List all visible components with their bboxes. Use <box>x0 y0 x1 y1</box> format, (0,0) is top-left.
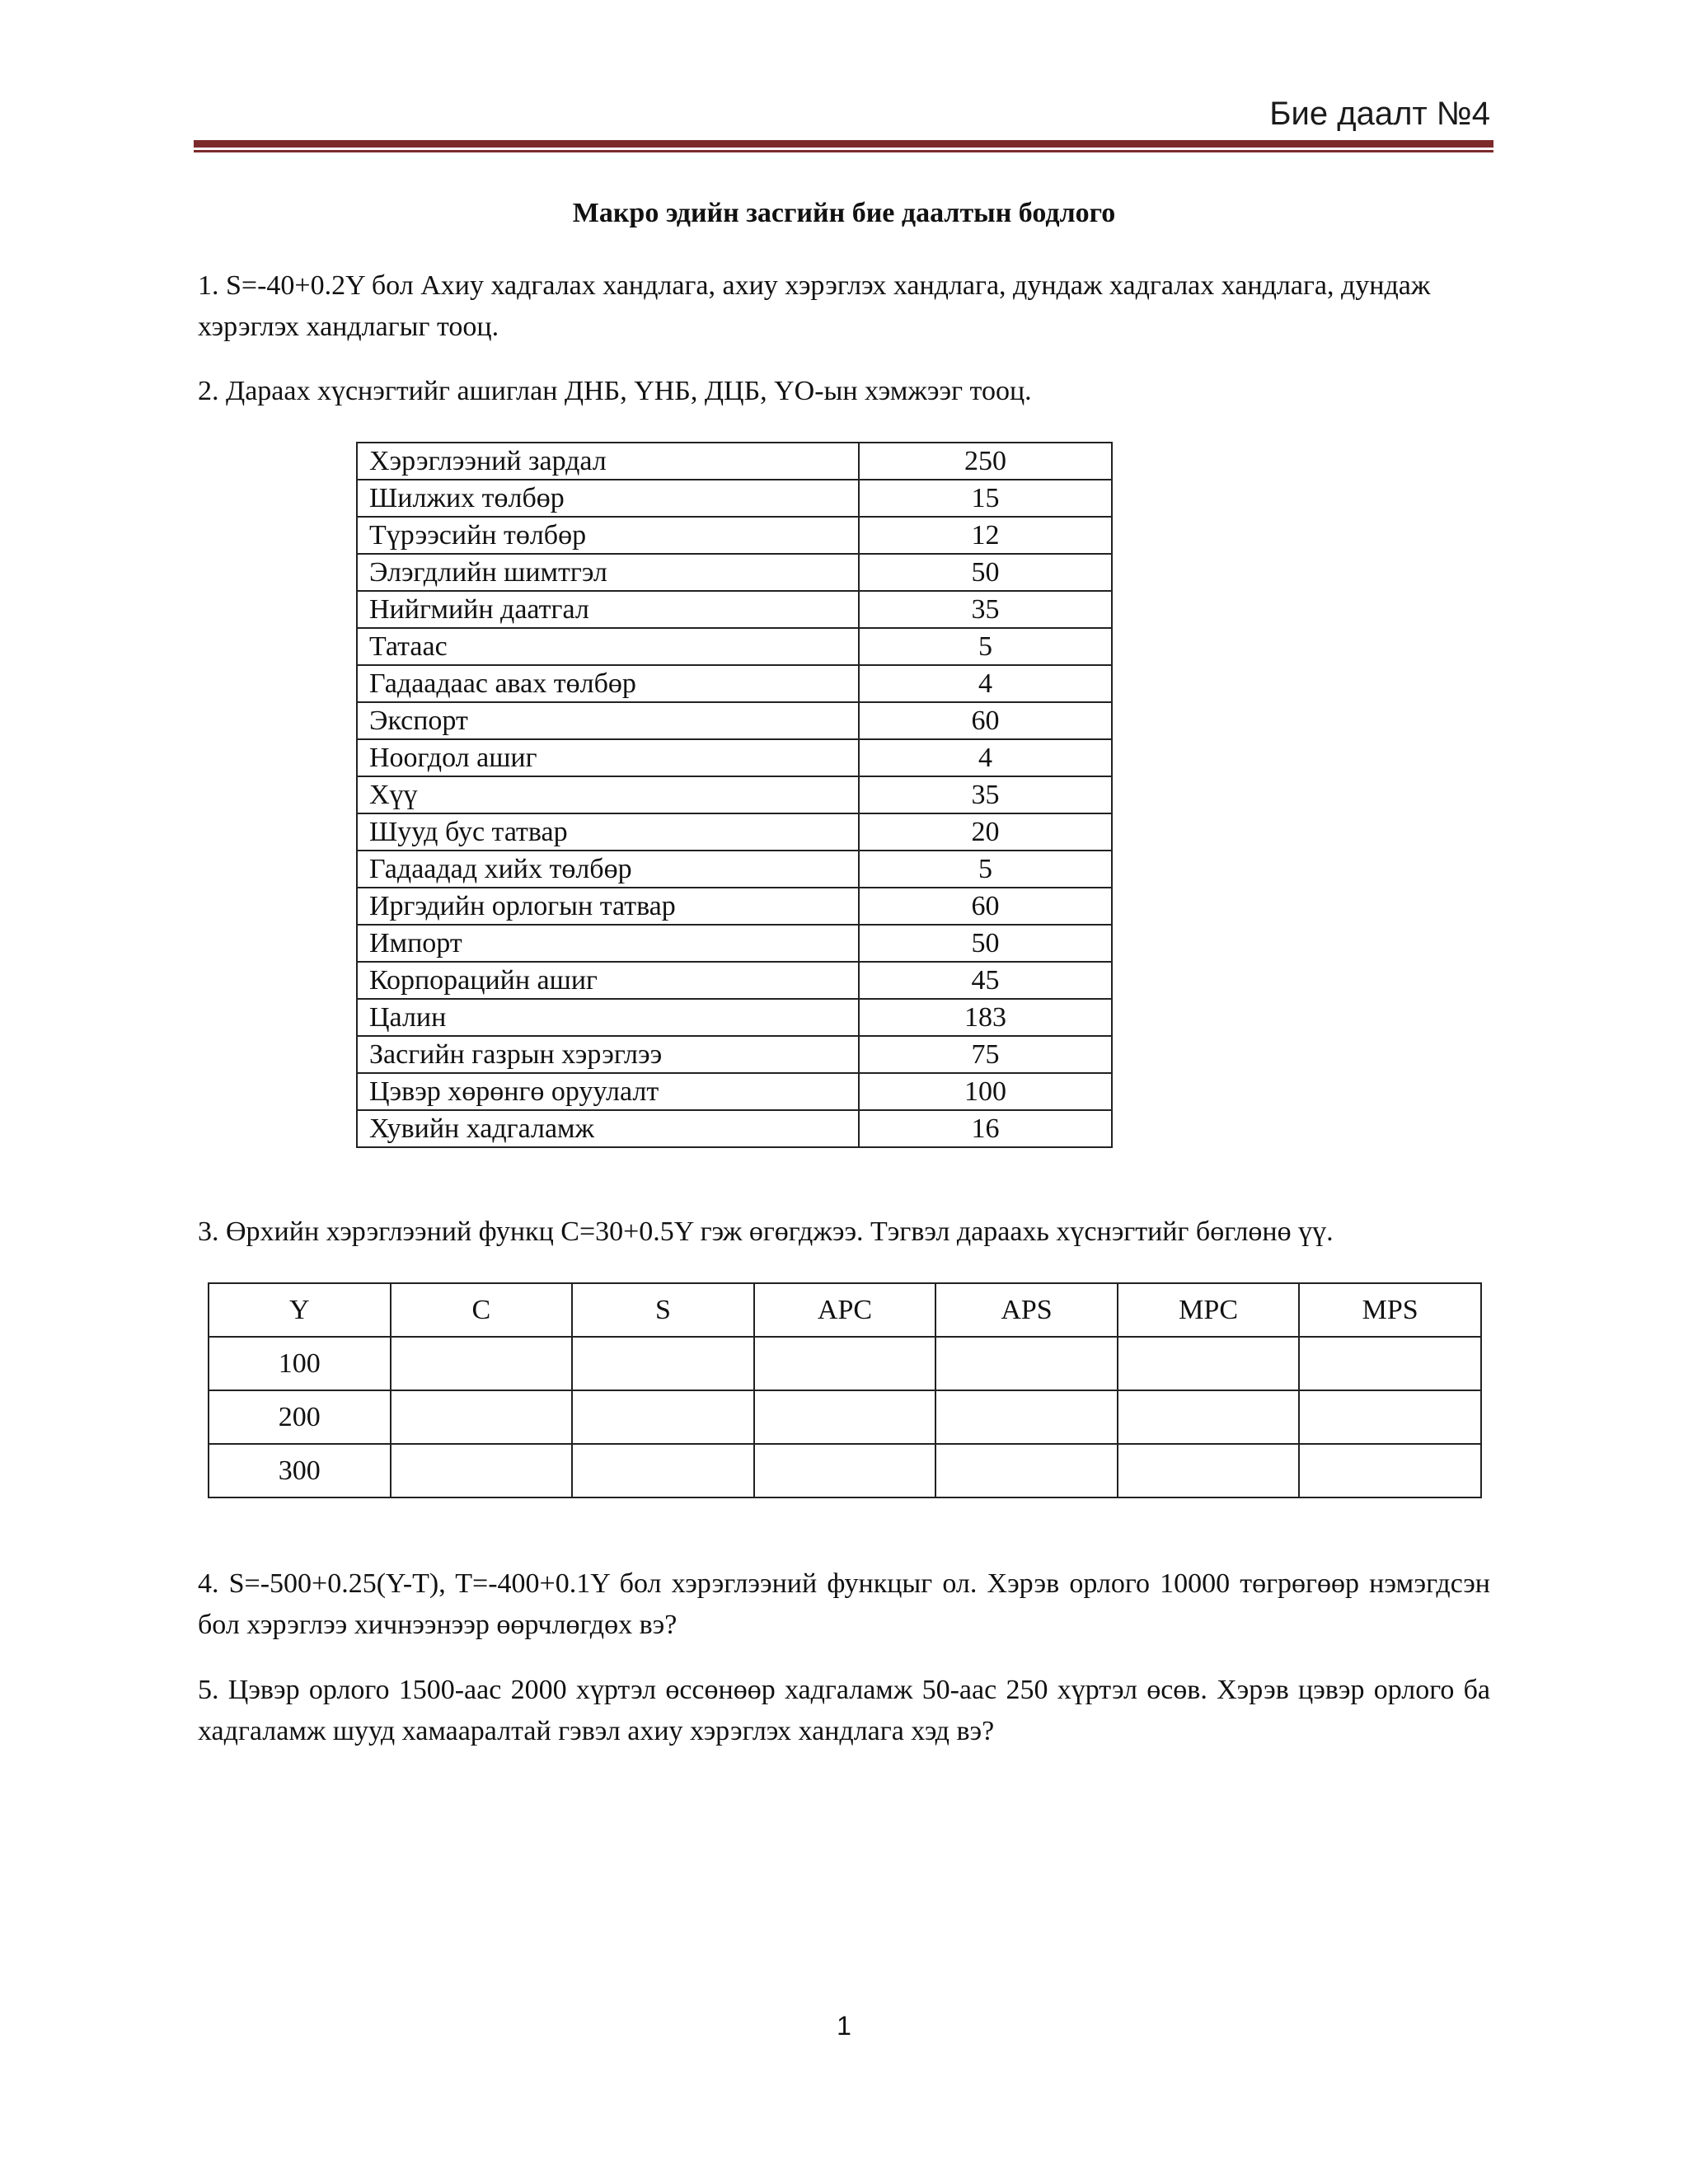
table-cell <box>1118 1337 1300 1390</box>
row-label: Нийгмийн даатгал <box>357 591 859 628</box>
row-label: Түрээсийн төлбөр <box>357 517 859 554</box>
header-title: Бие даалт №4 <box>1269 96 1490 132</box>
table-row <box>357 1073 1112 1110</box>
document-title: Макро эдийн засгийн бие даалтын бодлого <box>572 198 1116 228</box>
table-row <box>209 1444 1481 1497</box>
table-cell <box>754 1444 936 1497</box>
table-cell: 300 <box>209 1444 391 1497</box>
table-row <box>357 888 1112 925</box>
row-label: Татаас <box>357 628 859 665</box>
table-row <box>357 628 1112 665</box>
table-cell <box>1299 1444 1481 1497</box>
row-value: 50 <box>859 925 1112 962</box>
row-label: Шууд бус татвар <box>357 813 859 851</box>
table-row <box>357 999 1112 1036</box>
problem-2: 2. Дараах хүснэгтийг ашиглан ДНБ, ҮНБ, ДЦБ, ҮО-ын хэмжээг тооц. <box>198 376 1032 406</box>
consumption-table <box>208 1282 1482 1498</box>
row-label: Гадаадад хийх төлбөр <box>357 851 859 888</box>
problem-5: 5. Цэвэр орлого 1500-аас 2000 хүртэл өссөнөөр хадгаламж 50-аас 250 хүртэл өсөв. Хэрэв цэвэр орлого ба хадгаламж шууд хамааралтай гэвэл ахиу хэрэглэх хандлага хэд вэ? <box>198 1675 1490 1746</box>
row-label: Корпорацийн ашиг <box>357 962 859 999</box>
row-label: Цалин <box>357 999 859 1036</box>
row-label: Хувийн хадгаламж <box>357 1110 859 1147</box>
table-row <box>357 739 1112 776</box>
column-header: MPS <box>1299 1283 1481 1337</box>
row-label: Иргэдийн орлогын татвар <box>357 888 859 925</box>
table-row <box>209 1390 1481 1444</box>
table-row <box>357 851 1112 888</box>
table-row <box>357 702 1112 739</box>
column-header: S <box>572 1283 754 1337</box>
table-cell <box>1118 1390 1300 1444</box>
problem-1: 1. S=-40+0.2Y бол Ахиу хадгалах хандлага, ахиу хэрэглэх хандлага, дундаж хадгалах хандлага, дундаж хэрэглэх хандлагыг тооц. <box>198 270 1431 342</box>
row-label: Хүү <box>357 776 859 813</box>
row-value: 183 <box>859 999 1112 1036</box>
row-value: 250 <box>859 443 1112 480</box>
row-value: 100 <box>859 1073 1112 1110</box>
row-value: 16 <box>859 1110 1112 1147</box>
national-accounts-table <box>356 442 1113 1148</box>
table-row <box>357 517 1112 554</box>
table-cell <box>391 1390 573 1444</box>
table-cell: 100 <box>209 1337 391 1390</box>
table-cell <box>572 1390 754 1444</box>
row-label: Гадаадаас авах төлбөр <box>357 665 859 702</box>
row-label: Импорт <box>357 925 859 962</box>
table-cell <box>572 1444 754 1497</box>
header-rule-thin <box>194 150 1493 152</box>
table-row <box>357 776 1112 813</box>
table-cell <box>754 1337 936 1390</box>
row-value: 60 <box>859 702 1112 739</box>
table-cell <box>1299 1390 1481 1444</box>
table-cell <box>935 1444 1118 1497</box>
table-row <box>357 1036 1112 1073</box>
table-row <box>357 665 1112 702</box>
problem-3: 3. Өрхийн хэрэглээний функц C=30+0.5Y гэж өгөгджээ. Тэгвэл дараахь хүснэгтийг бөглөнө үү. <box>198 1216 1334 1247</box>
row-value: 12 <box>859 517 1112 554</box>
problem-4: 4. S=-500+0.25(Y-T), T=-400+0.1Y бол хэрэглээний функцыг ол. Хэрэв орлого 10000 төгрөгөөр нэмэгдсэн бол хэрэглээ хичнээнээр өөрчлөгдөх вэ? <box>198 1568 1490 1640</box>
row-value: 50 <box>859 554 1112 591</box>
row-value: 75 <box>859 1036 1112 1073</box>
header-rule <box>194 140 1493 148</box>
table-row <box>357 443 1112 480</box>
table-row <box>209 1337 1481 1390</box>
column-header: C <box>391 1283 573 1337</box>
page-number: 1 <box>837 2011 851 2041</box>
table-cell <box>935 1390 1118 1444</box>
row-value: 4 <box>859 665 1112 702</box>
table-row <box>357 1110 1112 1147</box>
table-cell <box>572 1337 754 1390</box>
column-header: MPC <box>1118 1283 1300 1337</box>
table-row <box>357 962 1112 999</box>
row-label: Засгийн газрын хэрэглээ <box>357 1036 859 1073</box>
table-cell <box>391 1444 573 1497</box>
table-row <box>357 925 1112 962</box>
row-value: 60 <box>859 888 1112 925</box>
table-row <box>357 813 1112 851</box>
row-value: 5 <box>859 851 1112 888</box>
column-header: APS <box>935 1283 1118 1337</box>
column-header: APC <box>754 1283 936 1337</box>
column-header: Y <box>209 1283 391 1337</box>
table-row <box>357 554 1112 591</box>
row-label: Шилжих төлбөр <box>357 480 859 517</box>
row-value: 20 <box>859 813 1112 851</box>
row-value: 15 <box>859 480 1112 517</box>
row-label: Элэгдлийн шимтгэл <box>357 554 859 591</box>
row-value: 35 <box>859 776 1112 813</box>
row-value: 5 <box>859 628 1112 665</box>
table-cell <box>935 1337 1118 1390</box>
row-label: Ноогдол ашиг <box>357 739 859 776</box>
table-cell <box>1118 1444 1300 1497</box>
table-cell <box>754 1390 936 1444</box>
table-cell: 200 <box>209 1390 391 1444</box>
table-row <box>357 480 1112 517</box>
table-cell <box>1299 1337 1481 1390</box>
row-value: 35 <box>859 591 1112 628</box>
row-label: Цэвэр хөрөнгө оруулалт <box>357 1073 859 1110</box>
row-label: Хэрэглээний зардал <box>357 443 859 480</box>
row-value: 4 <box>859 739 1112 776</box>
table-row <box>357 591 1112 628</box>
row-value: 45 <box>859 962 1112 999</box>
row-label: Экспорт <box>357 702 859 739</box>
table-cell <box>391 1337 573 1390</box>
